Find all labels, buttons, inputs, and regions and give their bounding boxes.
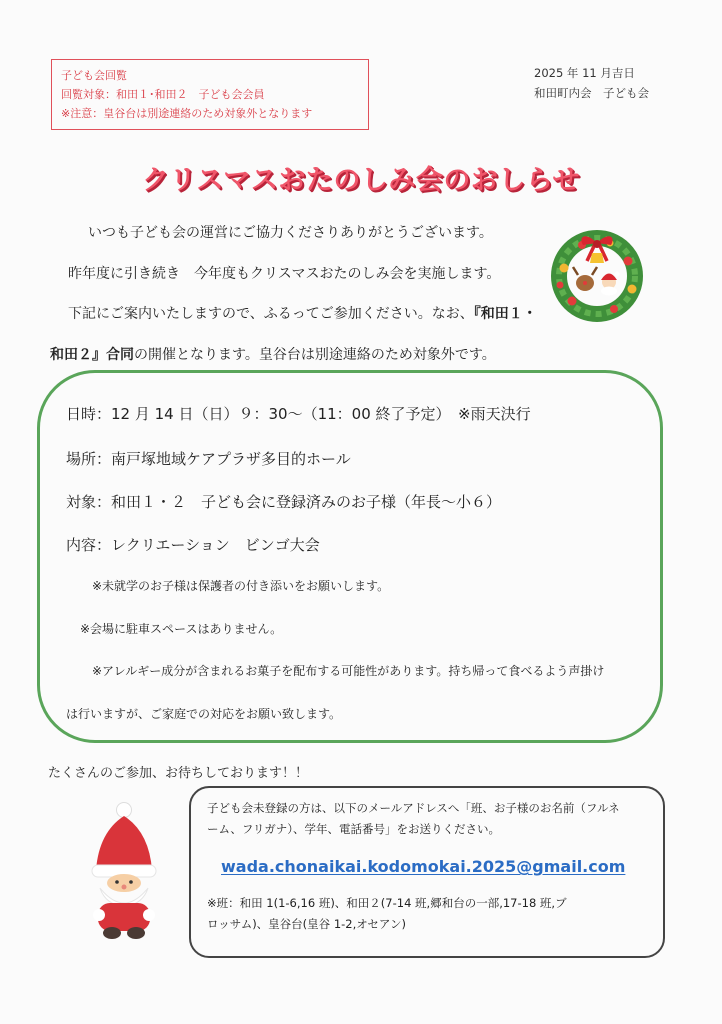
intro-bold-text: 『和田１・ — [473, 306, 537, 322]
intro-paragraph-1: いつも子ども会の運営にご協力くださりありがとうございます。 — [88, 225, 493, 241]
group-notes-line: ロッサム)、皇谷台(皇谷 1-2,オセアン) — [207, 917, 406, 931]
intro-paragraph-3 — [68, 303, 537, 323]
contact-instructions-line: 子ども会未登録の方は、以下のメールアドレスへ「班、お子様のお名前（フルネ — [207, 801, 620, 815]
intro-paragraph-2: 昨年度に引き続き 今年度もクリスマスおたのしみ会を実施します。 — [68, 266, 501, 282]
group-notes-line: ※班：和田 1(1-6,16 班)、和田２(7-14 班,郷和台の一部,17-18 班,ブ — [207, 896, 567, 910]
page-title: クリスマスおたのしみ会のおしらせ — [141, 165, 581, 196]
circulation-notice — [51, 59, 369, 130]
event-datetime: 日時：12 月 14 日（日）９：30～（11：00 終了予定） ※雨天決行 — [66, 405, 531, 423]
closing-message: たくさんのご参加、お待ちしております！！ — [48, 766, 309, 781]
intro-bold-text: 和田２』合同 — [50, 347, 134, 363]
event-target: 対象：和田１・２ 子ども会に登録済みのお子様（年長～小６） — [66, 493, 502, 511]
event-details-box — [37, 370, 663, 743]
intro-paragraph-4 — [50, 344, 496, 364]
event-place: 場所：南戸塚地域ケアプラザ多目的ホール — [66, 450, 351, 468]
note-allergy: ※アレルギー成分が含まれるお菓子を配布する可能性があります。持ち帰って食べるよう声掛け — [92, 664, 605, 678]
contact-instructions-line: ーム、フリガナ）、学年、電話番号」をお送りください。 — [207, 822, 501, 836]
document-date: 2025 年 11 月吉日 — [534, 66, 635, 80]
contact-instructions — [207, 798, 657, 840]
group-notes — [207, 893, 659, 935]
note-parking: ※会場に駐車スペースはありません。 — [80, 622, 283, 636]
event-content: 内容：レクリエーション ビンゴ大会 — [66, 536, 320, 554]
circulation-target: 回覧対象：和田１･和田２ 子ども会会員 — [61, 88, 265, 101]
contact-email-link[interactable]: wada.chonaikai.kodomokai.2025@gmail.com — [221, 857, 626, 876]
intro-text: 下記にご案内いたしますので、ふるってご参加ください。なお、 — [68, 306, 474, 322]
note-allergy-continued: は行いますが、ご家庭での対応をお願い致します。 — [66, 707, 342, 721]
document-organization: 和田町内会 子ども会 — [534, 86, 649, 100]
santa-icon — [85, 800, 165, 940]
document-meta — [534, 63, 649, 103]
circulation-label: 子ども会回覧 — [61, 69, 127, 82]
note-preschool: ※未就学のお子様は保護者の付き添いをお願いします。 — [92, 579, 390, 593]
intro-text: の開催となります。皇谷台は別途連絡のため対象外です。 — [134, 347, 496, 363]
christmas-wreath-icon — [542, 223, 652, 323]
circulation-caution: ※注意：皇谷台は別途連絡のため対象外となります — [61, 107, 313, 120]
